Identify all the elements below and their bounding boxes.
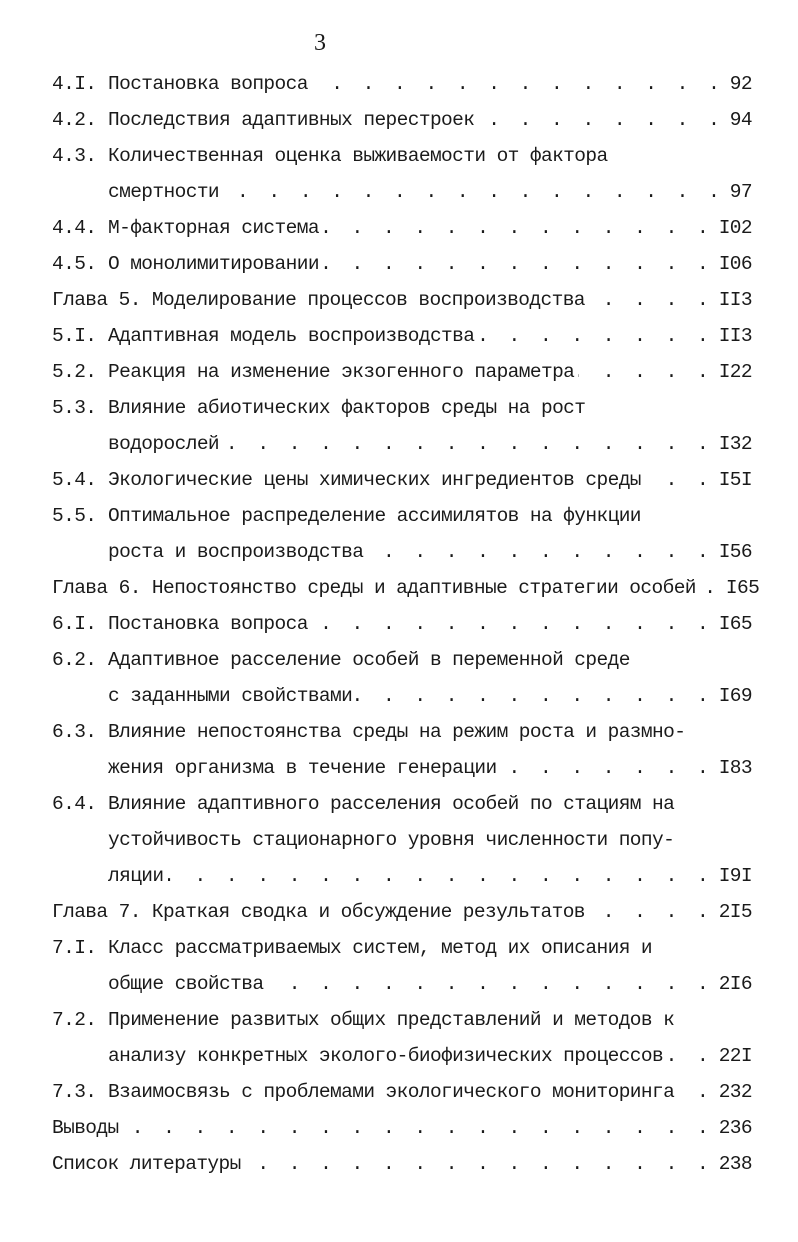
toc-entry — [52, 1110, 752, 1146]
section-title-continuation: жения организма в течение генерации — [108, 757, 497, 779]
section-title: Взаимосвязь с проблемами экологического мониторинга — [108, 1081, 675, 1103]
section-title: Выводы — [52, 1117, 119, 1139]
dot-leaders — [356, 678, 712, 714]
section-title: Количественная оценка выживаемости от фактора — [108, 145, 608, 167]
section-number: 5.5. — [52, 505, 97, 527]
page-ref: 97 — [729, 181, 752, 203]
section-number: 4.3. — [52, 145, 97, 167]
toc-entry — [52, 894, 752, 930]
toc-entry — [52, 498, 752, 570]
toc-entry — [52, 282, 752, 318]
page-ref: 232 — [718, 1081, 752, 1103]
dot-leaders — [123, 1110, 713, 1146]
dot-leaders — [589, 282, 713, 318]
toc-entry-line — [52, 894, 752, 930]
section-title-continuation: общие свойства — [108, 973, 264, 995]
section-title: Адаптивная модель воспроизводства — [108, 325, 475, 347]
toc-entry-line — [52, 678, 752, 714]
section-number: 4.4. — [52, 217, 97, 239]
page-ref: 92 — [729, 73, 752, 95]
section-title-continuation: анализу конкретных эколого-биофизических процессов — [108, 1045, 664, 1067]
toc-entry — [52, 570, 760, 606]
toc-entry-line — [52, 138, 752, 174]
dot-leaders — [168, 858, 713, 894]
toc-entry-line — [52, 462, 752, 498]
dot-leaders — [667, 1038, 713, 1074]
dot-leaders — [223, 426, 713, 462]
page-ref: I65 — [718, 613, 752, 635]
page-ref: I83 — [718, 757, 752, 779]
toc-entry — [52, 1146, 752, 1182]
section-title: Экологические цены химических ингредиентов среды — [108, 469, 641, 491]
toc-entry — [52, 210, 752, 246]
toc-entry — [52, 390, 752, 462]
page-ref: II3 — [718, 325, 752, 347]
dot-leaders — [645, 462, 713, 498]
dot-leaders — [478, 102, 723, 138]
page-ref: 22I — [718, 1045, 752, 1067]
section-number: 4.5. — [52, 253, 97, 275]
toc-entry — [52, 354, 752, 390]
section-title: Адаптивное расселение особей в переменной среде — [108, 649, 630, 671]
section-title: Влияние адаптивного расселения особей по стациям на — [108, 793, 675, 815]
page-ref: 2I6 — [718, 973, 752, 995]
section-number: 7.I. — [52, 937, 97, 959]
section-number: 5.2. — [52, 361, 97, 383]
toc-entry — [52, 462, 752, 498]
page-number: 3 — [314, 30, 326, 56]
toc-entry-line — [52, 66, 752, 102]
page-ref: I06 — [718, 253, 752, 275]
page-ref: 94 — [729, 109, 752, 131]
page-ref: I69 — [718, 685, 752, 707]
section-title: Применение развитых общих представлений и методов к — [108, 1009, 675, 1031]
toc-entry — [52, 138, 752, 210]
toc-entry-line — [52, 570, 760, 606]
toc-entry-line — [52, 750, 752, 786]
toc-entry-line — [52, 246, 752, 282]
toc-entry-line — [52, 102, 752, 138]
section-title: Глава 7. Краткая сводка и обсуждение результатов — [52, 901, 585, 923]
section-title: Постановка вопроса — [108, 613, 308, 635]
toc-entry-line — [52, 606, 752, 642]
toc-entry-line — [52, 642, 752, 678]
toc-entry — [52, 1074, 752, 1110]
dot-leaders — [267, 966, 712, 1002]
toc-entry-line — [52, 1002, 752, 1038]
toc-entry-line — [52, 786, 752, 822]
section-number: 4.I. — [52, 73, 97, 95]
toc-entry-line — [52, 966, 752, 1002]
toc-entry-line — [52, 930, 752, 966]
toc-entry — [52, 714, 752, 786]
toc-entry — [52, 246, 752, 282]
toc-entry-line — [52, 318, 752, 354]
section-title-continuation: роста и воспроизводства — [108, 541, 364, 563]
toc-entry-line — [52, 282, 752, 318]
section-title-continuation: с заданными свойствами — [108, 685, 353, 707]
toc-entry-line — [52, 1038, 752, 1074]
toc-entry-line — [52, 1146, 752, 1182]
dot-leaders — [700, 570, 720, 606]
section-number: 5.4. — [52, 469, 97, 491]
toc-entry — [52, 642, 752, 714]
section-title: Оптимальное распределение ассимилятов на функции — [108, 505, 641, 527]
toc-entry — [52, 102, 752, 138]
section-title: Класс рассматриваемых систем, метод их описания и — [108, 937, 652, 959]
page-ref: I5I — [718, 469, 752, 491]
toc-entry-line — [52, 390, 752, 426]
toc-entry-line — [52, 534, 752, 570]
toc-entry — [52, 318, 752, 354]
dot-leaders — [223, 174, 724, 210]
section-number: 7.3. — [52, 1081, 97, 1103]
section-title: Список литературы — [52, 1153, 241, 1175]
section-title: Глава 5. Моделирование процессов воспроизводства — [52, 289, 585, 311]
toc-entry-line — [52, 354, 752, 390]
dot-leaders — [312, 66, 724, 102]
toc-entry — [52, 606, 752, 642]
page-ref: 2I5 — [718, 901, 752, 923]
section-number: 6.2. — [52, 649, 97, 671]
section-number: 6.3. — [52, 721, 97, 743]
section-title: Реакция на изменение экзогенного параметра — [108, 361, 575, 383]
section-title: О монолимитировании — [108, 253, 319, 275]
toc-entry — [52, 930, 752, 1002]
page-ref: I22 — [718, 361, 752, 383]
section-number: 5.3. — [52, 397, 97, 419]
page-ref: I9I — [718, 865, 752, 887]
dot-leaders — [323, 210, 713, 246]
page-ref: I02 — [718, 217, 752, 239]
section-title-continuation: смертности — [108, 181, 220, 203]
toc-entry — [52, 1002, 752, 1074]
section-title: Влияние абиотических факторов среды на рост — [108, 397, 586, 419]
section-title: Постановка вопроса — [108, 73, 308, 95]
section-title: Глава 6. Непостоянство среды и адаптивные стратегии особей — [52, 577, 696, 599]
section-number: 6.4. — [52, 793, 97, 815]
section-number: 6.I. — [52, 613, 97, 635]
toc-entry-line — [52, 210, 752, 246]
section-title: Влияние непостоянства среды на режим роста и размно- — [108, 721, 686, 743]
dot-leaders — [367, 534, 712, 570]
toc-entry-line — [52, 822, 752, 858]
section-title-continuation: водорослей — [108, 433, 220, 455]
page-ref: 238 — [718, 1153, 752, 1175]
dot-leaders — [678, 1074, 712, 1110]
toc-entry-line — [52, 1074, 752, 1110]
page-ref: I32 — [718, 433, 752, 455]
toc-entry-line — [52, 858, 752, 894]
page-ref: II3 — [718, 289, 752, 311]
page-ref: 236 — [718, 1117, 752, 1139]
dot-leaders — [323, 246, 713, 282]
dot-leaders — [312, 606, 713, 642]
toc-entry-line — [52, 426, 752, 462]
section-number: 7.2. — [52, 1009, 97, 1031]
toc-entry-line — [52, 498, 752, 534]
section-title-continuation: устойчивость стационарного уровня численности попу- — [108, 829, 675, 851]
toc-entry — [52, 66, 752, 102]
section-number: 5.I. — [52, 325, 97, 347]
section-number: 4.2. — [52, 109, 97, 131]
dot-leaders — [478, 318, 712, 354]
table-of-contents — [52, 66, 760, 1182]
toc-entry-line — [52, 714, 752, 750]
page-ref: I56 — [718, 541, 752, 563]
dot-leaders — [578, 354, 712, 390]
section-title: Последствия адаптивных перестроек — [108, 109, 475, 131]
toc-entry — [52, 786, 752, 894]
page-ref: I65 — [725, 577, 760, 599]
section-title: М-факторная система — [108, 217, 319, 239]
dot-leaders — [245, 1146, 713, 1182]
dot-leaders — [589, 894, 713, 930]
toc-entry-line — [52, 1110, 752, 1146]
toc-entry-line — [52, 174, 752, 210]
dot-leaders — [501, 750, 713, 786]
section-title-continuation: ляции — [108, 865, 164, 887]
